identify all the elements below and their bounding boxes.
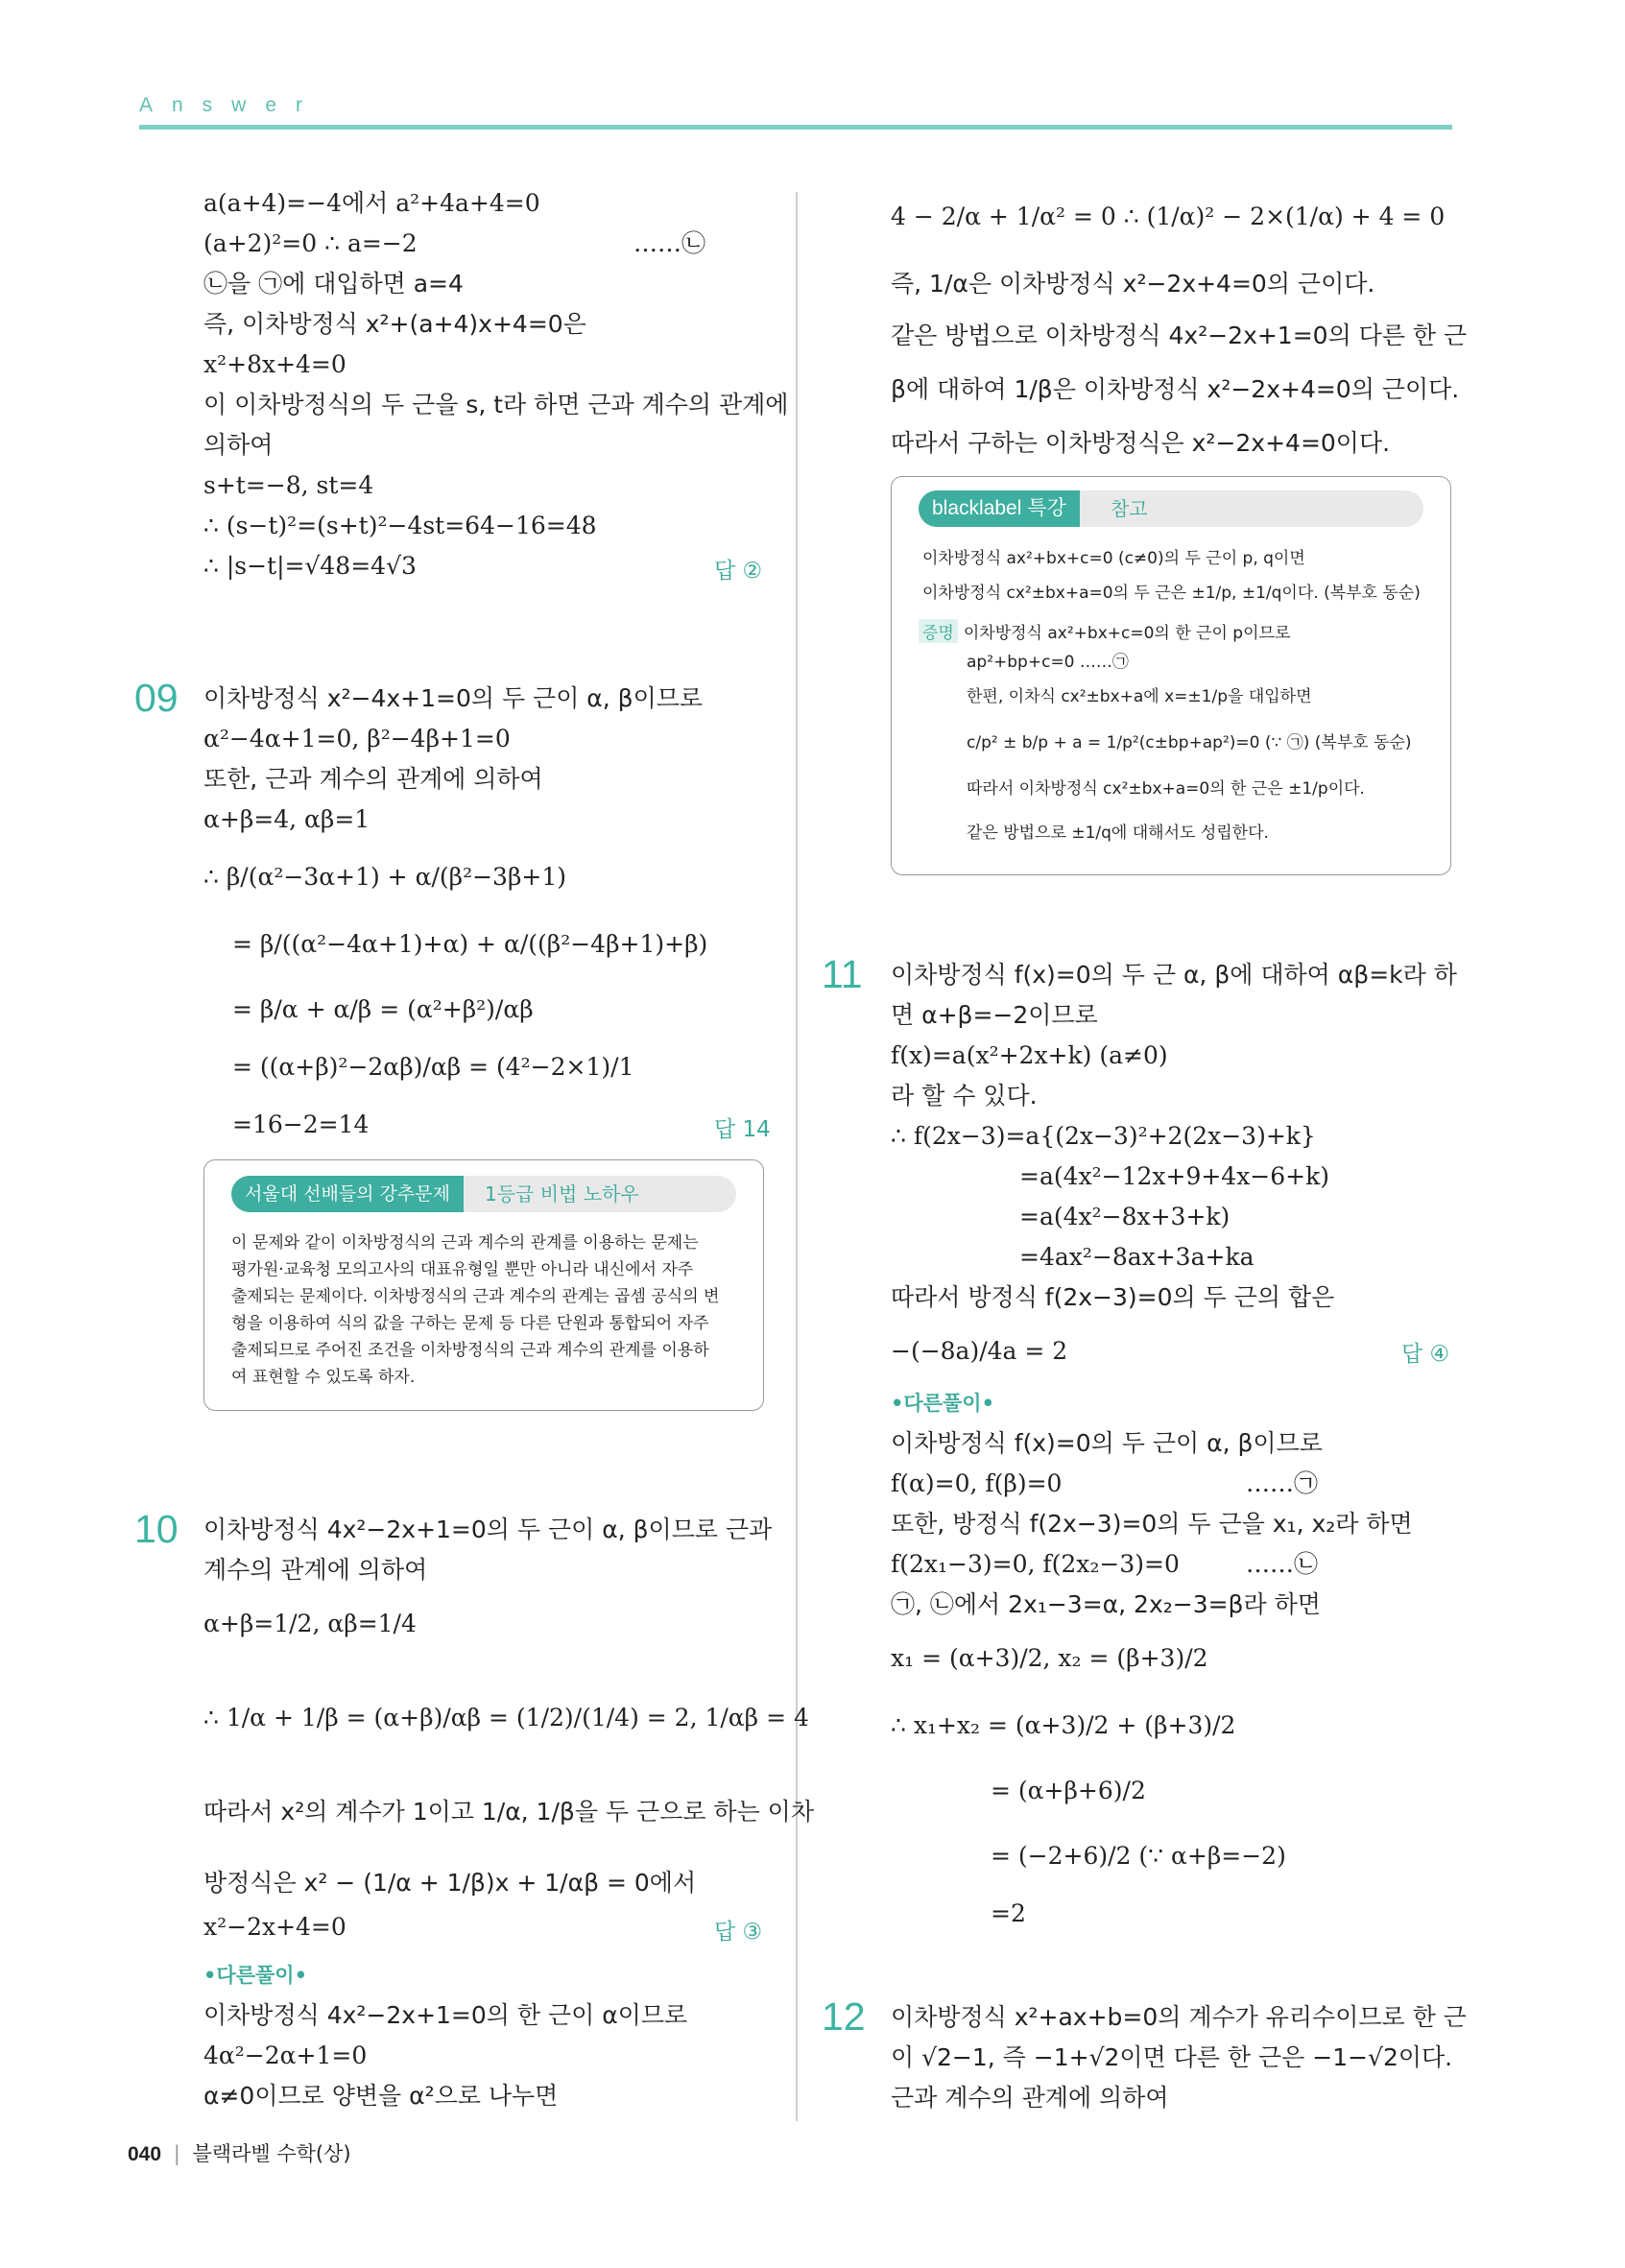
- reference-line: 한편, 이차식 cx²±bx+a에 x=±1/p을 대입하면: [967, 687, 1312, 706]
- reference-line: c/p² ± b/p + a = 1/p²(c±bp+ap²)=0 (∵ ㉠) (복부호 동순): [967, 733, 1412, 752]
- text-line: s+t=−8, st=4: [203, 471, 374, 499]
- equation-mark: ……㉡: [633, 229, 706, 257]
- text-line: 같은 방법으로 이차방정식 4x²−2x+1=0의 다른 한 근: [891, 322, 1468, 349]
- reference-line: 증명 이차방정식 ax²+bx+c=0의 한 근이 p이므로: [919, 619, 1290, 643]
- reference-line: ap²+bp+c=0 ……㉠: [967, 653, 1129, 672]
- text-line: ∴ (s−t)²=(s+t)²−4st=64−16=48: [203, 512, 597, 539]
- math-line: =16−2=14: [232, 1110, 370, 1138]
- answer-label: 답 ③: [714, 1920, 763, 1945]
- reference-title: blacklabel 특강: [919, 490, 1080, 527]
- tip-line: 평가원·교육청 모의고사의 대표유형일 뿐만 아니라 내신에서 자주: [231, 1260, 694, 1279]
- text-line: 즉, 1/α은 이차방정식 x²−2x+4=0의 근이다.: [891, 270, 1375, 298]
- math-line: = (−2+6)/2 (∵ α+β=−2): [991, 1842, 1286, 1870]
- math-line: = β/((α²−4α+1)+α) + α/((β²−4β+1)+β): [232, 930, 708, 958]
- footer-separator: |: [173, 2142, 180, 2165]
- proof-tag: 증명: [919, 619, 958, 643]
- problem-number: 09: [134, 676, 179, 720]
- problem-number: 12: [822, 1994, 866, 2039]
- text-line: 이차방정식 f(x)=0의 두 근이 α, β이므로: [891, 1429, 1323, 1457]
- answer-label: 답 ②: [714, 559, 763, 584]
- tip-line: 여 표현할 수 있도록 하자.: [231, 1368, 416, 1387]
- math-line: = ((α+β)²−2αβ)/αβ = (4²−2×1)/1: [232, 1053, 634, 1081]
- text-line: 4α²−2α+1=0: [203, 2041, 368, 2069]
- text-line: 이차방정식 4x²−2x+1=0의 한 근이 α이므로: [203, 2001, 688, 2029]
- text-line: f(α)=0, f(β)=0: [891, 1469, 1063, 1497]
- text-line: 근과 계수의 관계에 의하여: [891, 2084, 1169, 2112]
- text-line: 계수의 관계에 의하여: [203, 1556, 428, 1584]
- math-line: 4 − 2/α + 1/α² = 0 ∴ (1/α)² − 2×(1/α) + 4 = 0: [891, 203, 1446, 230]
- math-line: ∴ 1/α + 1/β = (α+β)/αβ = (1/2)/(1/4) = 2, 1/αβ = 4: [203, 1704, 809, 1731]
- header-rule: [139, 125, 1452, 130]
- text-line: 방정식은 x² − (1/α + 1/β)x + 1/αβ = 0에서: [203, 1869, 697, 1897]
- text-line: x²−2x+4=0: [203, 1913, 347, 1941]
- text-line: 따라서 방정식 f(2x−3)=0의 두 근의 합은: [891, 1283, 1335, 1311]
- text-line: 면 α+β=−2이므로: [891, 1001, 1098, 1029]
- math-line: = β/α + α/β = (α²+β²)/αβ: [232, 995, 534, 1023]
- text-line: ㉠, ㉡에서 2x₁−3=α, 2x₂−3=β라 하면: [891, 1590, 1321, 1618]
- math-line: x₁ = (α+3)/2, x₂ = (β+3)/2: [891, 1644, 1208, 1672]
- text-line: 또한, 방정식 f(2x−3)=0의 두 근을 x₁, x₂라 하면: [891, 1510, 1413, 1538]
- text-line: 따라서 구하는 이차방정식은 x²−2x+4=0이다.: [891, 429, 1391, 457]
- math-line: −(−8a)/4a = 2: [891, 1337, 1068, 1365]
- text-line: 이 √2−1, 즉 −1+√2이면 다른 한 근은 −1−√2이다.: [891, 2043, 1453, 2071]
- math-line: ∴ β/(α²−3α+1) + α/(β²−3β+1): [203, 863, 567, 891]
- text-line: x²+8x+4=0: [203, 350, 347, 378]
- math-line: ∴ f(2x−3)=a{(2x−3)²+2(2x−3)+k}: [891, 1122, 1316, 1150]
- reference-subtitle: 참고: [1111, 497, 1148, 520]
- reference-line: 이차방정식 cx²±bx+a=0의 두 근은 ±1/p, ±1/q이다. (복부호 동순): [922, 584, 1421, 603]
- text-line: α+β=4, αβ=1: [203, 805, 370, 833]
- text-line: ∴ |s−t|=√48=4√3: [203, 552, 417, 580]
- text-line: ㉡을 ㉠에 대입하면 a=4: [203, 270, 464, 298]
- tip-subtitle: 1등급 비법 노하우: [485, 1182, 639, 1206]
- text-line: (a+2)²=0 ∴ a=−2: [203, 229, 418, 257]
- tip-line: 이 문제와 같이 이차방정식의 근과 계수의 관계를 이용하는 문제는: [231, 1233, 699, 1253]
- text-line: 이차방정식 4x²−2x+1=0의 두 근이 α, β이므로 근과: [203, 1516, 773, 1543]
- reference-line: 따라서 이차방정식 cx²±bx+a=0의 한 근은 ±1/p이다.: [967, 779, 1365, 799]
- alt-solution-label: •다른풀이•: [203, 1964, 307, 1987]
- text-line: a(a+4)=−4에서 a²+4a+4=0: [203, 189, 540, 217]
- text-line: f(x)=a(x²+2x+k) (a≠0): [891, 1041, 1168, 1069]
- tip-box: [203, 1159, 764, 1411]
- tip-line: 출제되므로 주어진 조건을 이차방정식의 근과 계수의 관계를 이용하: [231, 1341, 709, 1360]
- text-line: 의하여: [203, 431, 274, 459]
- answer-label: 답 14: [714, 1117, 771, 1142]
- text-line: 또한, 근과 계수의 관계에 의하여: [203, 765, 543, 793]
- text-line: 이 이차방정식의 두 근을 s, t라 하면 근과 계수의 관계에: [203, 391, 789, 418]
- answer-label: 답 ④: [1401, 1342, 1450, 1367]
- book-title: 블랙라벨 수학(상): [192, 2142, 351, 2165]
- math-line: ∴ x₁+x₂ = (α+3)/2 + (β+3)/2: [891, 1711, 1236, 1739]
- text-line: 즉, 이차방정식 x²+(a+4)x+4=0은: [203, 310, 586, 338]
- page-number: 040: [128, 2143, 162, 2165]
- column-divider: [796, 192, 798, 2121]
- text-line: α²−4α+1=0, β²−4β+1=0: [203, 725, 511, 752]
- equation-mark: ……㉡: [1246, 1550, 1319, 1578]
- reference-line: 같은 방법으로 ±1/q에 대해서도 성립한다.: [967, 824, 1269, 843]
- tip-title-bar: [231, 1176, 736, 1212]
- math-line: =a(4x²−8x+3+k): [1019, 1203, 1231, 1230]
- text-line: 라 할 수 있다.: [891, 1082, 1038, 1110]
- page-footer: [128, 2138, 351, 2167]
- equation-mark: ……㉠: [1246, 1469, 1319, 1497]
- text-line: β에 대하여 1/β은 이차방정식 x²−2x+4=0의 근이다.: [891, 375, 1460, 403]
- text-line: 이차방정식 x²+ax+b=0의 계수가 유리수이므로 한 근: [891, 2003, 1467, 2031]
- math-line: =4ax²−8ax+3a+ka: [1019, 1243, 1255, 1271]
- text-line: 이차방정식 f(x)=0의 두 근 α, β에 대하여 αβ=k라 하: [891, 961, 1457, 989]
- tip-line: 형을 이용하여 식의 값을 구하는 문제 등 다른 단원과 통합되어 자주: [231, 1314, 709, 1333]
- math-line: α+β=1/2, αβ=1/4: [203, 1610, 417, 1637]
- text-line: α≠0이므로 양변을 α²으로 나누면: [203, 2082, 559, 2110]
- math-line: =a(4x²−12x+9+4x−6+k): [1019, 1162, 1329, 1190]
- alt-solution-label: •다른풀이•: [891, 1392, 994, 1415]
- reference-title-bar: [919, 490, 1423, 527]
- text-line: 이차방정식 x²−4x+1=0의 두 근이 α, β이므로: [203, 684, 704, 712]
- reference-line: 이차방정식 ax²+bx+c=0 (c≠0)의 두 근이 p, q이면: [922, 549, 1305, 568]
- tip-line: 출제되는 문제이다. 이차방정식의 근과 계수의 관계는 곱셈 공식의 변: [231, 1287, 720, 1306]
- text-line: f(2x₁−3)=0, f(2x₂−3)=0: [891, 1550, 1180, 1578]
- math-line: = (α+β+6)/2: [991, 1777, 1146, 1804]
- problem-number: 10: [134, 1507, 179, 1551]
- reference-box: [891, 476, 1451, 875]
- math-line: =2: [991, 1899, 1026, 1927]
- header-label: Answer: [139, 94, 323, 116]
- text-line: 따라서 x²의 계수가 1이고 1/α, 1/β을 두 근으로 하는 이차: [203, 1798, 814, 1826]
- tip-title: 서울대 선배들의 강추문제: [231, 1176, 464, 1212]
- problem-number: 11: [822, 952, 863, 996]
- tip-body: [231, 1229, 750, 1391]
